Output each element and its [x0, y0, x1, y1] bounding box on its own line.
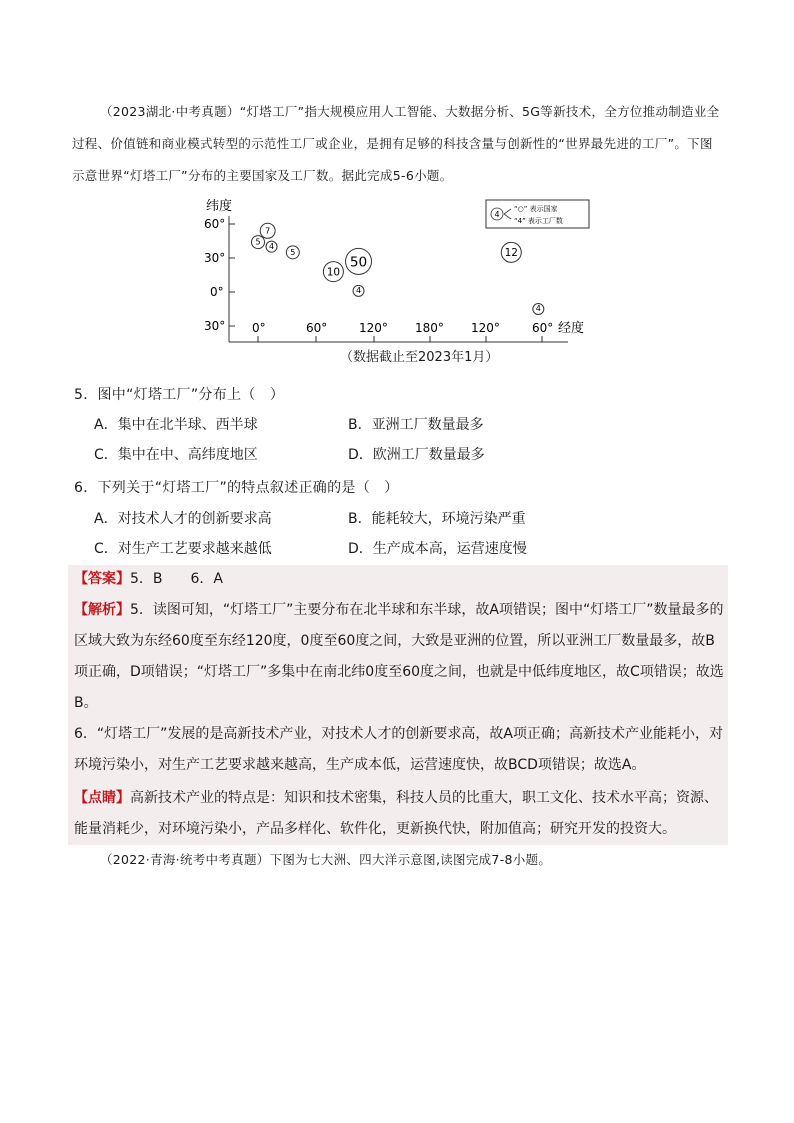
data-points	[252, 223, 544, 314]
legend-line2: “4” 表示工厂数	[514, 217, 563, 225]
answer-text: 5．B 6．A	[130, 571, 223, 587]
legend-line1: “○” 表示国家	[514, 205, 558, 213]
answer-line	[74, 564, 726, 595]
factory-count-label: 4	[355, 285, 362, 295]
y-ticks	[204, 217, 235, 333]
factory-count-label: 4	[535, 304, 541, 314]
factory-count-label: 5	[255, 237, 261, 247]
q6-option-c: C．对生产工艺要求越来越低	[94, 541, 272, 557]
q6-option-a: A．对技术人才的创新要求高	[94, 511, 272, 527]
analysis-5	[74, 595, 726, 719]
analysis-6-text: “灯塔工厂”发展的是高新技术产业，对技术人才的创新要求高，故A项正确；高新技术产业能耗小，对环境污染小，对生产工艺要求越来越高，生产成本低，运营速度快，故BCD项错误；故选A。	[74, 726, 724, 773]
y-tick-label: 60°	[204, 217, 226, 231]
x-ticks	[252, 321, 553, 342]
tips-text: 高新技术产业的特点是：知识和技术密集，科技人员的比重大，职工文化、技术水平高；资源、能量消耗少，对环境污染小，产品多样化、软件化，更新换代快，附加值高；研究开发的投资大。	[74, 790, 718, 837]
x-tick-label: 60°	[532, 321, 554, 335]
x-tick-label: 60°	[306, 321, 328, 335]
next-text: 下图为七大洲、四大洋示意图,读图完成7-8小题。	[269, 852, 552, 867]
q5-option-a: A．集中在北半球、西半球	[94, 417, 258, 433]
legend-sample-label: 4	[494, 210, 500, 219]
chart-legend	[486, 200, 589, 228]
intro-text: “灯塔工厂”指大规模应用人工智能、大数据分析、5G等新技术，全方位推动制造业全过程、价值链和商业模式转型的示范性工厂或企业，是拥有足够的科技含量与创新性的“世界最先进的工厂”。下图示意世界“灯塔工厂”分布的主要国家及工厂数。据此完成5-6小题。	[72, 104, 720, 183]
chart-note: （数据截止至2023年1月）	[340, 350, 499, 365]
analysis-tag: 【解析】	[74, 602, 130, 618]
analysis-6-prefix: 6．	[74, 726, 97, 742]
question-5-stem: 5．图中“灯塔工厂”分布上（ ）	[74, 387, 285, 403]
x-tick-label: 180°	[415, 321, 444, 335]
question-6-stem: 6．下列关于“灯塔工厂”的特点叙述正确的是（ ）	[74, 480, 399, 496]
answer-tag: 【答案】	[74, 571, 130, 587]
y-tick-label: 30°	[204, 251, 226, 265]
next-source: （2022·青海·统考中考真题）	[100, 852, 270, 867]
intro-paragraph	[72, 96, 724, 192]
chart-xlabel: 经度	[558, 321, 585, 336]
lighthouse-factory-chart	[196, 194, 596, 344]
factory-count-label: 50	[349, 254, 368, 271]
x-tick-label: 0°	[252, 321, 266, 335]
q5-option-c: C．集中在中、高纬度地区	[94, 447, 258, 463]
factory-count-label: 7	[265, 226, 271, 236]
next-section-intro	[100, 850, 551, 868]
q5-option-b: B．亚洲工厂数量最多	[348, 417, 484, 433]
tips	[74, 783, 726, 845]
intro-source: （2023湖北·中考真题）	[100, 104, 240, 119]
q6-option-d: D．生产成本高，运营速度慢	[348, 541, 527, 557]
factory-count-label: 12	[504, 247, 518, 260]
q5-option-d: D．欧洲工厂数量最多	[348, 447, 485, 463]
y-tick-label: 30°	[204, 319, 226, 333]
tips-tag: 【点睛】	[74, 790, 130, 806]
factory-count-label: 10	[326, 266, 341, 279]
chart-ylabel: 纬度	[206, 199, 233, 214]
x-tick-label: 120°	[359, 321, 388, 335]
analysis-5-text: 5．读图可知，“灯塔工厂”主要分布在北半球和东半球，故A项错误；图中“灯塔工厂”数量最多的区域大致为东经60度至东经120度，0度至60度之间，大致是亚洲的位置，所以亚洲工厂数量最多，故B项正确，D项错误；“灯塔工厂”多集中在南北纬0度至60度之间，也就是中低纬度地区，故C项错误；故选B。	[74, 602, 724, 711]
factory-count-label: 5	[290, 247, 296, 257]
q6-option-b: B．能耗较大，环境污染严重	[348, 511, 526, 527]
y-tick-label: 0°	[210, 285, 224, 299]
x-tick-label: 120°	[471, 321, 500, 335]
analysis-6	[74, 719, 726, 781]
factory-count-label: 4	[268, 241, 275, 251]
